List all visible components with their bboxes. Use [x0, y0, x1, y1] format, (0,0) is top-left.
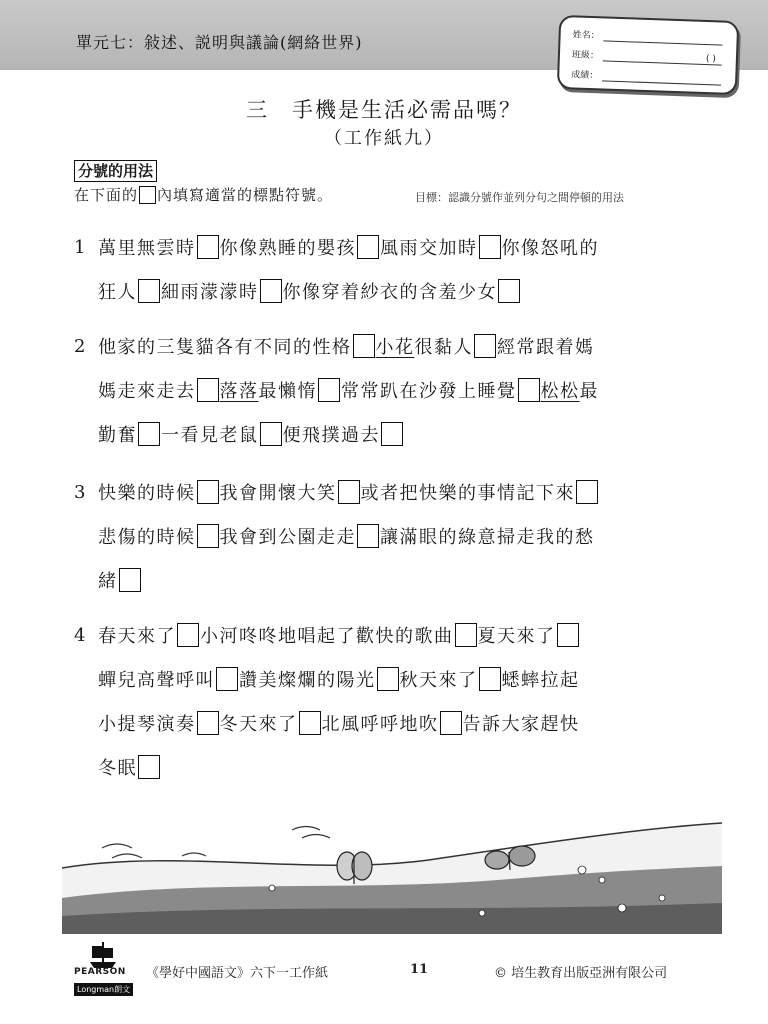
question-text: 最 [579, 381, 599, 402]
question-text: 緒 [98, 571, 118, 592]
underlined-name: 小花 [375, 337, 415, 358]
score-field[interactable] [602, 70, 721, 85]
punctuation-answer-box[interactable] [338, 480, 360, 504]
punctuation-answer-box[interactable] [197, 378, 219, 402]
question-2-line-3 [98, 419, 404, 449]
question-text: 便飛撲過去 [282, 425, 380, 446]
question-text: 萬里無雲時 [98, 238, 196, 259]
punctuation-answer-box[interactable] [381, 422, 403, 446]
punctuation-answer-box[interactable] [479, 235, 501, 259]
question-text: 讚美燦爛的陽光 [239, 670, 376, 691]
example-box-icon [139, 186, 156, 204]
question-text: 悲傷的時候 [98, 527, 196, 548]
question-text: 風雨交加時 [380, 238, 478, 259]
class-row [572, 47, 722, 65]
meadow-illustration [62, 808, 722, 934]
question-text: 他家的三隻貓各有不同的性格 [98, 337, 352, 358]
question-text: 小提琴演奏 [98, 714, 196, 735]
learning-goal: 目標：認識分號作並列分句之間停頓的用法 [415, 191, 624, 204]
punctuation-answer-box[interactable] [474, 334, 496, 358]
question-text: 北風呼呼地吹 [321, 714, 439, 735]
question-text: 我會到公園走走 [219, 527, 356, 548]
punctuation-answer-box[interactable] [260, 279, 282, 303]
question-4-line-1 [74, 620, 580, 650]
punctuation-answer-box[interactable] [557, 623, 579, 647]
question-text: 經常跟着媽 [497, 337, 595, 358]
underlined-name: 落落 [219, 381, 259, 402]
question-text: 常常趴在沙發上睡覺 [341, 381, 517, 402]
punctuation-answer-box[interactable] [197, 711, 219, 735]
question-1-line-1 [74, 232, 599, 262]
question-text: 媽走來走去 [98, 381, 196, 402]
question-4-line-2 [98, 664, 580, 694]
footer-book-title: 《學好中國語文》六下一工作紙 [146, 966, 329, 981]
punctuation-answer-box[interactable] [518, 378, 540, 402]
punctuation-answer-box[interactable] [576, 480, 598, 504]
punctuation-answer-box[interactable] [197, 480, 219, 504]
imprint-name: Longman朗文 [74, 983, 133, 996]
punctuation-answer-box[interactable] [138, 279, 160, 303]
question-text: 你像熟睡的嬰孩 [219, 238, 356, 259]
question-text: 告訴大家趕快 [462, 714, 580, 735]
instruction-before: 在下面的 [74, 186, 139, 204]
punctuation-answer-box[interactable] [216, 667, 238, 691]
punctuation-answer-box[interactable] [138, 422, 160, 446]
name-label: 姓名： [572, 30, 600, 42]
question-text: 最懶惰 [258, 381, 317, 402]
section-label: 分號的用法 [74, 160, 157, 182]
question-text: 你像穿着紗衣的含羞少女 [282, 282, 497, 303]
instruction-after: 內填寫適當的標點符號。 [157, 186, 334, 204]
punctuation-answer-box[interactable] [377, 667, 399, 691]
punctuation-answer-box[interactable] [318, 378, 340, 402]
student-info-box [557, 15, 739, 95]
question-text: 蟬兒高聲呼叫 [98, 670, 215, 691]
question-number: 3 [74, 481, 87, 503]
name-row [572, 27, 722, 45]
punctuation-answer-box[interactable] [455, 623, 477, 647]
question-text: 春天來了 [98, 626, 176, 647]
punctuation-answer-box[interactable] [197, 235, 219, 259]
question-3-line-2 [98, 521, 595, 551]
question-text: 讓滿眼的綠意掃走我的愁 [380, 527, 595, 548]
class-number-paren: ( ) [705, 54, 717, 65]
question-3-line-3 [98, 565, 142, 595]
punctuation-answer-box[interactable] [260, 422, 282, 446]
question-text: 我會開懷大笑 [219, 483, 337, 504]
question-text: 細雨濛濛時 [161, 282, 259, 303]
class-label: 班級： [571, 50, 600, 62]
question-text: 冬天來了 [219, 714, 298, 735]
punctuation-answer-box[interactable] [498, 279, 520, 303]
question-4-line-3 [98, 708, 580, 738]
question-text: 或者把快樂的事情記下來 [360, 483, 575, 504]
question-text: 一看見老鼠 [161, 425, 259, 446]
question-number: 4 [74, 624, 87, 646]
question-text: 蟋蟀拉起 [501, 670, 580, 691]
question-4-line-4 [98, 752, 161, 782]
question-text: 勤奮 [98, 425, 137, 446]
punctuation-answer-box[interactable] [177, 623, 199, 647]
question-3-line-1 [74, 477, 599, 507]
punctuation-answer-box[interactable] [479, 667, 501, 691]
punctuation-answer-box[interactable] [357, 524, 379, 548]
question-text: 秋天來了 [399, 670, 478, 691]
punctuation-answer-box[interactable] [138, 755, 160, 779]
question-text: 冬眠 [98, 758, 137, 779]
worksheet-title: 三 手機是生活必需品嗎？ [246, 98, 522, 122]
punctuation-answer-box[interactable] [440, 711, 462, 735]
punctuation-answer-box[interactable] [357, 235, 379, 259]
score-row [571, 67, 721, 85]
publisher-name: PEARSON [74, 967, 126, 977]
question-text: 快樂的時候 [98, 483, 196, 504]
score-label: 成績： [571, 70, 599, 82]
instruction [74, 184, 333, 205]
question-number: 2 [74, 335, 87, 357]
question-text: 你像怒吼的 [501, 238, 599, 259]
question-text: 很黏人 [414, 337, 473, 358]
punctuation-answer-box[interactable] [197, 524, 219, 548]
question-text: 夏天來了 [477, 626, 556, 647]
question-2-line-1 [74, 331, 595, 361]
footer-copyright: © 培生教育出版亞洲有限公司 [494, 966, 668, 981]
class-field[interactable] [603, 50, 722, 65]
worksheet-subtitle: （工作紙九） [324, 128, 444, 149]
punctuation-answer-box[interactable] [353, 334, 375, 358]
question-text: 小河咚咚地唱起了歡快的歌曲 [200, 626, 454, 647]
question-number: 1 [74, 236, 87, 258]
punctuation-answer-box[interactable] [299, 711, 321, 735]
name-field[interactable] [603, 30, 722, 45]
question-1-line-2 [98, 276, 521, 306]
page-number: 11 [410, 962, 429, 977]
question-2-line-2 [98, 375, 599, 405]
punctuation-answer-box[interactable] [119, 568, 141, 592]
unit-title: 單元七：敍述、説明與議論(網絡世界) [76, 33, 363, 52]
underlined-name: 松松 [540, 381, 580, 402]
question-text: 狂人 [98, 282, 137, 303]
